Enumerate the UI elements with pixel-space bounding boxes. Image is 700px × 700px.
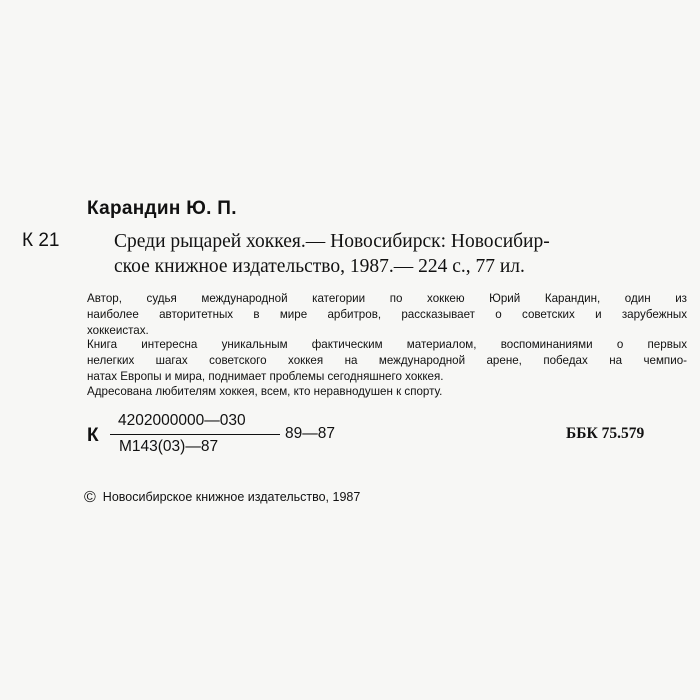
title-line-1: Среди рыцарей хоккея.— Новосибирск: Новосибир- <box>114 231 550 252</box>
fraction-denominator: М143(03)—87 <box>119 438 219 455</box>
annotation-paragraph-3 <box>87 384 687 400</box>
copyright-line <box>84 489 360 507</box>
author-name: Карандин Ю. П. <box>87 198 237 219</box>
annotation-line: Адресована любителям хоккея, всем, кто неравнодушен к спорту. <box>87 385 443 398</box>
annotation-paragraph-1 <box>87 291 687 338</box>
annotation-line: хоккеистах. <box>87 323 149 337</box>
annotation-line: наиболее авторитетных в мире арбитров, рассказывает о советских и зарубежных <box>87 307 687 321</box>
copyright-text: Новосибирское книжное издательство, 1987 <box>102 490 361 504</box>
fraction-numerator: 4202000000—030 <box>118 412 246 429</box>
title-line-2: ское книжное издательство, 1987.— 224 с., 77 ил. <box>114 256 525 277</box>
annotation-paragraph-2 <box>87 337 687 384</box>
fraction-bar <box>110 434 280 435</box>
annotation-line: нелегких шагах советского хоккея на международной арене, победах на чемпио- <box>87 353 687 367</box>
bbk-index: ББК 75.579 <box>566 425 645 442</box>
fraction-suffix: 89—87 <box>285 425 335 442</box>
annotation-line: Книга интересна уникальным фактическим материалом, воспоминаниями о первых <box>87 338 687 351</box>
classification-letter: К <box>87 425 99 446</box>
catalog-code: К 21 <box>22 230 60 251</box>
annotation-line: натах Европы и мира, поднимает проблемы сегодняшнего хоккея. <box>87 369 444 383</box>
copyright-icon: © <box>84 489 96 506</box>
annotation-line: Автор, судья международной категории по хоккею Юрий Карандин, один из <box>87 292 687 305</box>
